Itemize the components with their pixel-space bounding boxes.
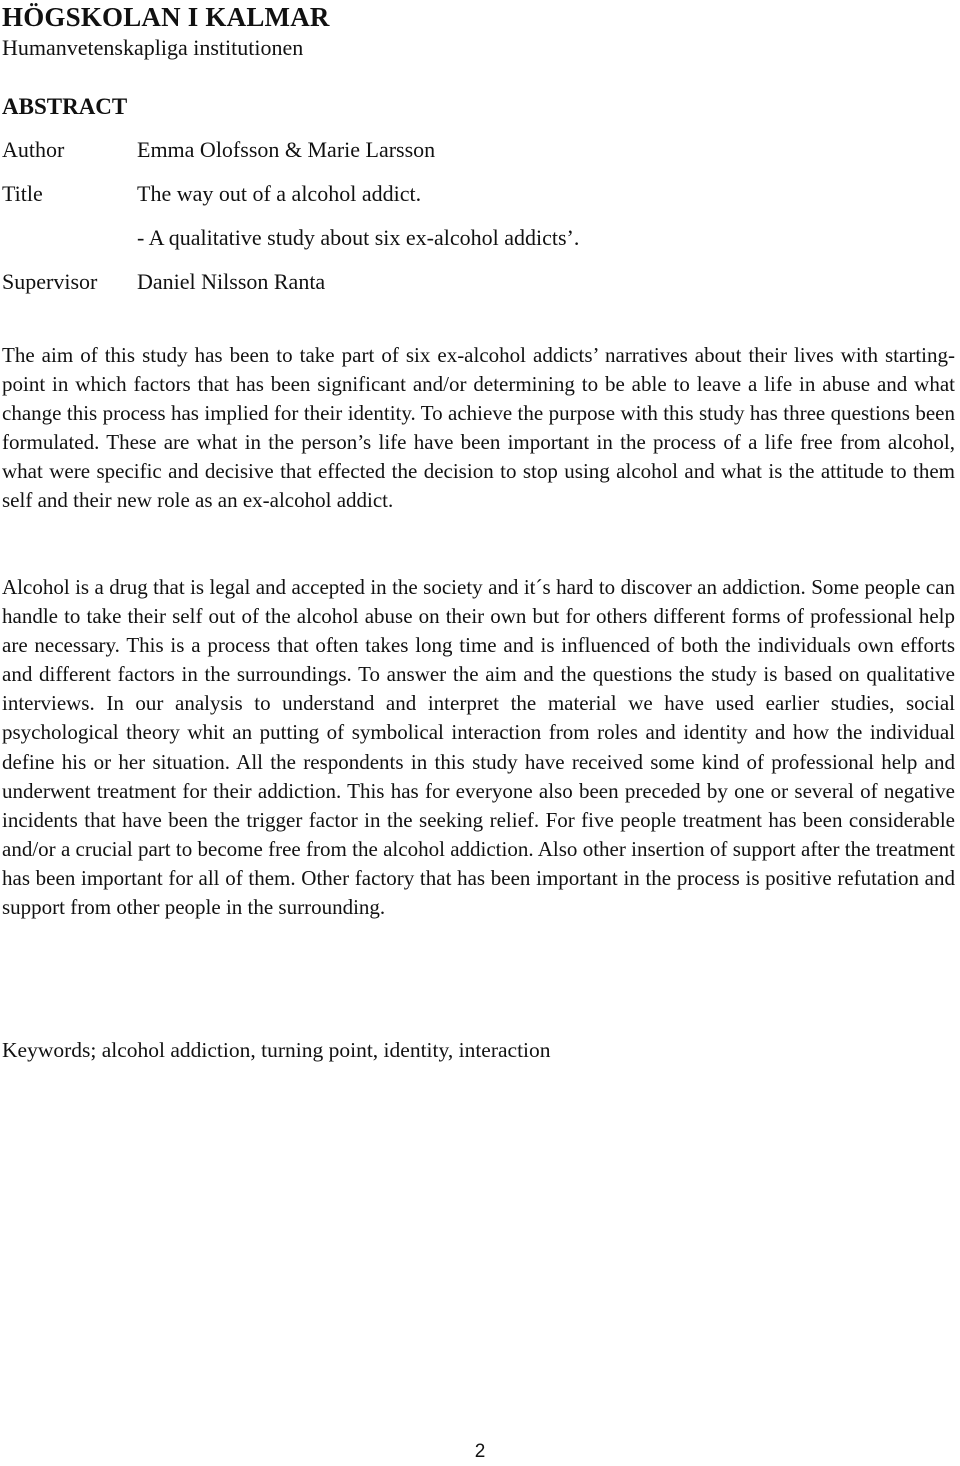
institution-name: HÖGSKOLAN I KALMAR [2,2,330,32]
keywords-line: Keywords; alcohol addiction, turning point, identity, interaction [2,1038,551,1062]
subtitle-value: - A qualitative study about six ex-alcohol addicts’. [137,225,580,250]
department-name: Humanvetenskapliga institutionen [2,35,304,60]
abstract-paragraph-aim: The aim of this study has been to take part of six ex-alcohol addicts’ narratives about their lives with starting-point in which factors that has been significant and/or determining to be able to leave a life in abuse and what change this process has implied for their identity. To achieve the purpose with this study has three questions been formulated. These are what in the person’s life have been important in the process of a life free from alcohol, what were specific and decisive that effected the decision to stop using alcohol and what is the attitude to them self and their new role as an ex-alcohol addict. [2,343,955,513]
supervisor-label: Supervisor [2,269,98,294]
supervisor-value: Daniel Nilsson Ranta [137,269,326,294]
abstract-heading: ABSTRACT [2,94,128,119]
author-value: Emma Olofsson & Marie Larsson [137,137,436,162]
author-label: Author [2,137,65,162]
title-label: Title [2,181,43,206]
page-number: 2 [474,1441,486,1462]
abstract-paragraph-findings: Alcohol is a drug that is legal and accepted in the society and it´s hard to discover an addiction. Some people can handle to take their self out of the alcohol abuse on their own but for others different forms of professional help are necessary. This is a process that often takes long time and is influenced of both the individuals own efforts and different factors in the surroundings. To answer the aim and the questions the study is based on qualitative interviews. In our analysis to understand and interpret the material we have used earlier studies, social psychological theory whit an putting of symbolical interaction from roles and identity and how the individual define his or her situation. All the respondents in this study have received some kind of professional help and underwent treatment for their addiction. This has for everyone also been preceded by one or several of negative incidents that have been the trigger factor in the seeking relief. For five people treatment has been considerable and/or a crucial part to become free from the alcohol addiction. Also other insertion of support after the treatment has been important for all of them. Other factory that has been important in the process is positive refutation and support from other people in the surrounding. [2,575,955,920]
title-value: The way out of a alcohol addict. [137,181,422,206]
